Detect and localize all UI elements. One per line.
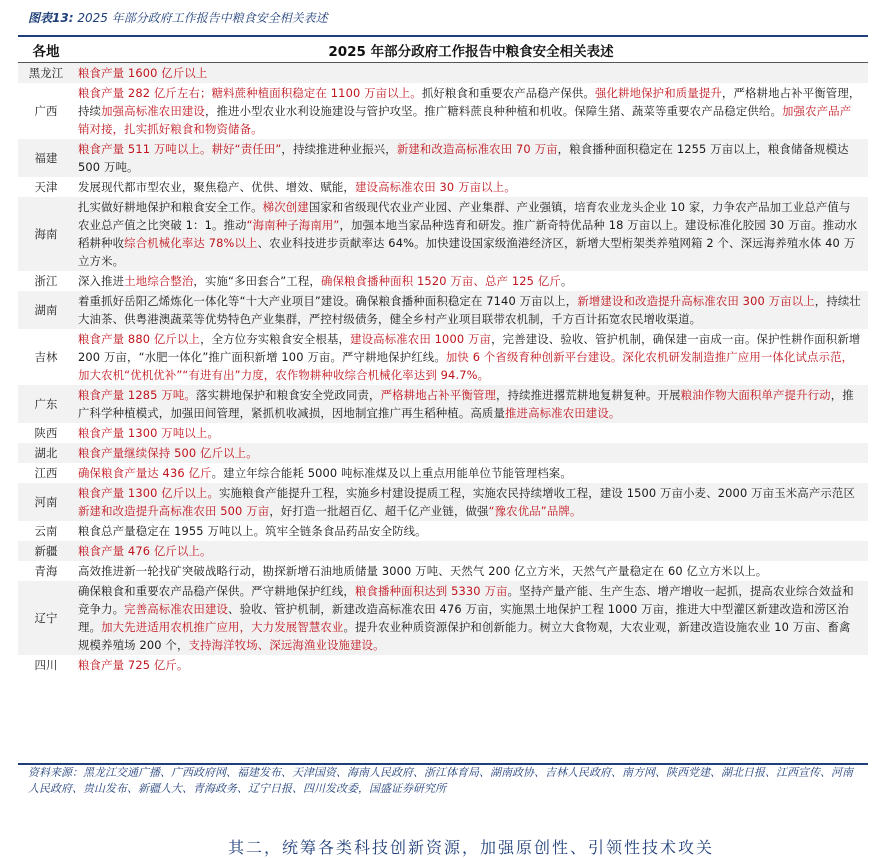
statement-text: 高效推进新一轮找矿突破战略行动，勘探新增石油地质储量 3000 万吨、天然气 200 亿立方米，天然气产量稳定在 60 亿立方米以上。 [78,564,768,578]
region-cell: 湖北 [18,443,74,463]
statement-cell [74,541,868,561]
region-cell: 天津 [34,180,58,194]
region-cell: 江西 [34,466,58,480]
statement-text: ，持续推进种业振兴， [281,142,397,156]
figure-title [28,9,328,26]
statement-text: ，推进小型农业水利设施建设与管护攻坚。推广糖料蔗良种种植和机收。保障生猪、蔬菜等重要农产品稳定供给。 [204,104,783,118]
statement-text: ，持续推进撂荒耕地复耕复种。开展 [496,388,681,402]
statement-text: 发展现代都市型农业，聚焦稳产、优供、增效、赋能， [78,180,355,194]
statement-text: 确保粮食和重要农产品稳产保供。严守耕地保护红线， [78,584,355,598]
highlighted-text: 建设高标准农田 30 万亩以上。 [354,180,516,194]
table-row [18,385,868,423]
header-statement: 2025 年部分政府工作报告中粮食安全相关表述 [74,38,868,63]
statement-text: 落实耕地保护和粮食安全党政同责， [195,388,381,402]
table-row [18,83,868,139]
table-row [18,521,868,541]
statement-cell [74,271,868,291]
statement-cell [74,329,868,385]
statement-cell [74,581,868,655]
highlighted-text: 粮食产量 1600 亿斤以上 [78,66,208,80]
table-row [18,463,868,483]
region-cell: 吉林 [34,350,58,364]
highlighted-text: 新建和改造提升高标准农田 500 万亩 [78,504,270,518]
table-header-row [18,38,868,63]
region-cell: 辽宁 [18,581,74,655]
table-row [18,329,868,385]
highlighted-text: 粮油作物大面积单产提升行动 [680,388,831,402]
statement-text: 粮食总产量稳定在 1955 万吨以上。筑牢全链条食品药品安全防线。 [78,524,427,538]
statement-text: 。提升农业种质资源保护和创新能力。树立大食物观，大农业观，新建改造设施农业 10 万亩、畜禽规模养殖场 200 个， [78,620,851,652]
statement-text: ，好打造一批超百亿、超千亿产业链，做强 [269,504,489,518]
highlighted-text: 完善高标准农田建设 [124,602,229,616]
statement-text: ，粮食播种面积稳定在 1255 万亩以上，粮食储备规模达 500 万吨。 [78,142,849,174]
statement-cell [74,521,868,541]
statement-text: 深入推进 [78,274,125,288]
region-cell: 黑龙江 [18,63,74,84]
policy-table [18,38,868,675]
statement-cell [74,385,868,423]
table-row [18,139,868,177]
table-row [18,541,868,561]
table-row [18,291,868,329]
statement-cell [74,63,868,84]
statement-text: ，实施“多田套合”工程， [193,274,321,288]
highlighted-text: 粮食产量 476 亿斤以上。 [78,544,212,558]
table-row [18,443,868,463]
highlighted-text: 粮食产量 1300 万吨以上。 [78,426,219,440]
statement-cell [74,655,868,675]
statement-cell [74,139,868,177]
region-cell: 云南 [34,524,58,538]
highlighted-text: 加大先进适用农机推广应用，大力发展智慧农业 [101,620,344,634]
statement-cell [74,561,868,581]
region-cell: 广东 [18,385,74,423]
highlighted-text: “豫农优品”品牌。 [488,504,582,518]
statement-cell [74,177,868,197]
statement-cell [74,197,868,271]
figure-label: 图表13: [28,11,74,25]
region-cell: 陕西 [34,426,58,440]
highlighted-text: 新建和改造高标准农田 70 万亩 [396,142,558,156]
highlighted-text: 粮食产量 880 亿斤以上 [78,332,201,346]
statement-text: ，全方位夯实粮食安全根基， [200,332,351,346]
statement-text: 实施粮食产能提升工程，实施乡村建设提质工程，实施农民持续增收工程，建设 1500 万亩小麦、2000 万亩玉米高产示范区 [219,486,855,500]
highlighted-text: 确保粮食播种面积 1520 万亩、总产 125 亿斤 [320,274,561,288]
highlighted-text: 确保粮食产量达 436 亿斤 [78,466,212,480]
table-row [18,483,868,521]
statement-cell [74,483,868,521]
statement-text: ，持续壮大油茶、供粤港澳蔬菜等优势特色产业集群，严控村级债务，健全乡村产业项目联带农机制，千方百计拓宽农民增收渠道。 [78,294,861,326]
table-row [18,581,868,655]
statement-cell [74,443,868,463]
statement-text: 。坚持产量产能、生产生态、增产增收一起抓，提高农业综合效益和竞争力。 [78,584,854,616]
table-row [18,197,868,271]
region-cell: 广西 [34,104,58,118]
table-body [18,63,868,676]
highlighted-text: 粮食产量 511 万吨以上。耕好“责任田” [78,142,282,156]
region-cell: 新疆 [18,541,74,561]
statement-text: 扎实做好耕地保护和粮食安全工作。 [78,200,263,214]
highlighted-text: 综合机械化率达 78%以上 [124,236,258,250]
table-row [18,271,868,291]
table-row [18,63,868,84]
highlighted-text: “海南种子海南用” [246,218,340,232]
table-row [18,561,868,581]
highlighted-text: 支持海洋牧场、深远海渔业设施建设。 [188,638,385,652]
highlighted-text: 加快 6 个省级育种创新平台建设。深化农机研发制造推广应用一体化试点示范，加大农机“优机优补”“有进有出”力度，农作物耕种收综合机械化率达到 94.7%。 [78,350,854,382]
highlighted-text: 粮食产量继续保持 500 亿斤以上。 [78,446,258,460]
table-row [18,423,868,443]
table-row [18,655,868,675]
statement-text: 。 [560,274,573,288]
statement-cell [74,83,868,139]
statement-text: ，严格耕地占补平衡管理，持续 [78,86,861,118]
region-cell: 湖南 [18,291,74,329]
statement-cell [74,463,868,483]
highlighted-text: 土地综合整治 [124,274,194,288]
statement-cell [74,291,868,329]
highlighted-text: 粮食播种面积达到 5330 万亩 [354,584,508,598]
highlighted-text: 粮食产量 725 亿斤。 [78,658,189,672]
highlighted-text: 加强农产品产销对接，扎实抓好粮食和物资储备。 [78,104,852,136]
statement-text: 、验收、管护机制，新建改造高标准农田 476 万亩，实施黑土地保护工程 1000 万亩，推进大中型灌区新建改造和涝区治理。 [78,602,849,634]
highlighted-text: 推进高标准农田建设。 [505,406,621,420]
statement-text: 抓好粮食和重要农产品稳产保供。 [421,86,595,100]
header-region: 各地 [18,38,74,63]
statement-text: ，加强本地当家品种选育和研发。推广新奇特优品种 18 万亩以上。建设标准化胶园 30 万亩。推动水稻耕种收 [78,218,858,250]
figure-title-text: 2025 年部分政府工作报告中粮食安全相关表述 [77,11,328,25]
table-row [18,177,868,197]
highlighted-text: 梯次创建 [262,200,309,214]
statement-text: 。建立年综合能耗 5000 吨标准煤及以上重点用能单位节能管理档案。 [211,466,572,480]
highlighted-text: 严格耕地占补平衡管理 [380,388,496,402]
source-note: 资料来源：黑龙江交通广播、广西政府网、福建发布、天津国资、海南人民政府、浙江体育局、湖南政协、吉林人民政府、南方网、陕西党建、湖北日报、江西宣传、河南人民政府、贵山发布、新疆人大、青海政务、辽宁日报、四川发改委，国盛证券研究所 [28,766,853,795]
highlighted-text: 新增建设和改造提升高标准农田 300 万亩以上 [577,294,815,308]
region-cell: 海南 [18,197,74,271]
statement-text: 、农业科技进步贡献率达 64%。加快建设国家级渔港经济区，新增大型桁架类养殖网箱 2 个、深远海养殖水体 40 万立方米。 [78,236,856,268]
region-cell: 河南 [18,483,74,521]
region-cell: 浙江 [34,274,58,288]
table-top-rule [18,35,868,37]
statement-cell [74,423,868,443]
highlighted-text: 加强高标准农田建设 [101,104,205,118]
highlighted-text: 建设高标准农田 1000 万亩 [350,332,492,346]
highlighted-text: 粮食产量 1300 亿斤以上。 [78,486,219,500]
statement-text: ，推广科学种植模式，加强田间管理，紧抓机收减损，因地制宜推广再生稻种植。高质量 [78,388,854,420]
highlighted-text: 粮食产量 1285 万吨。 [78,388,196,402]
region-cell: 四川 [34,658,58,672]
highlighted-text: 粮食产量 282 亿斤左右；糖料蔗种植面积稳定在 1100 万亩以上。 [78,86,422,100]
next-section-heading: 其二，统筹各类科技创新资源，加强原创性、引领性技术攻关 [228,838,715,857]
statement-text: ，完善建设、验收、管护机制，确保建一亩成一亩。保护性耕作面积新增 200 万亩，“水肥一体化”推广面积新增 100 万亩。严守耕地保护红线。 [78,332,861,364]
region-cell: 青海 [34,564,58,578]
highlighted-text: 强化耕地保护和质量提升 [594,86,722,100]
statement-text: 着重抓好岳阳乙烯炼化一体化等“十大产业项目”建设。确保粮食播种面积稳定在 7140 万亩以上， [78,294,578,308]
statement-text: 国家和省级现代农业产业园、产业集群、产业强镇，培育农业龙头企业 10 家，力争农产品加工业总产值与农业总产值之比突破 1：1。推动 [78,200,851,232]
region-cell: 福建 [18,139,74,177]
